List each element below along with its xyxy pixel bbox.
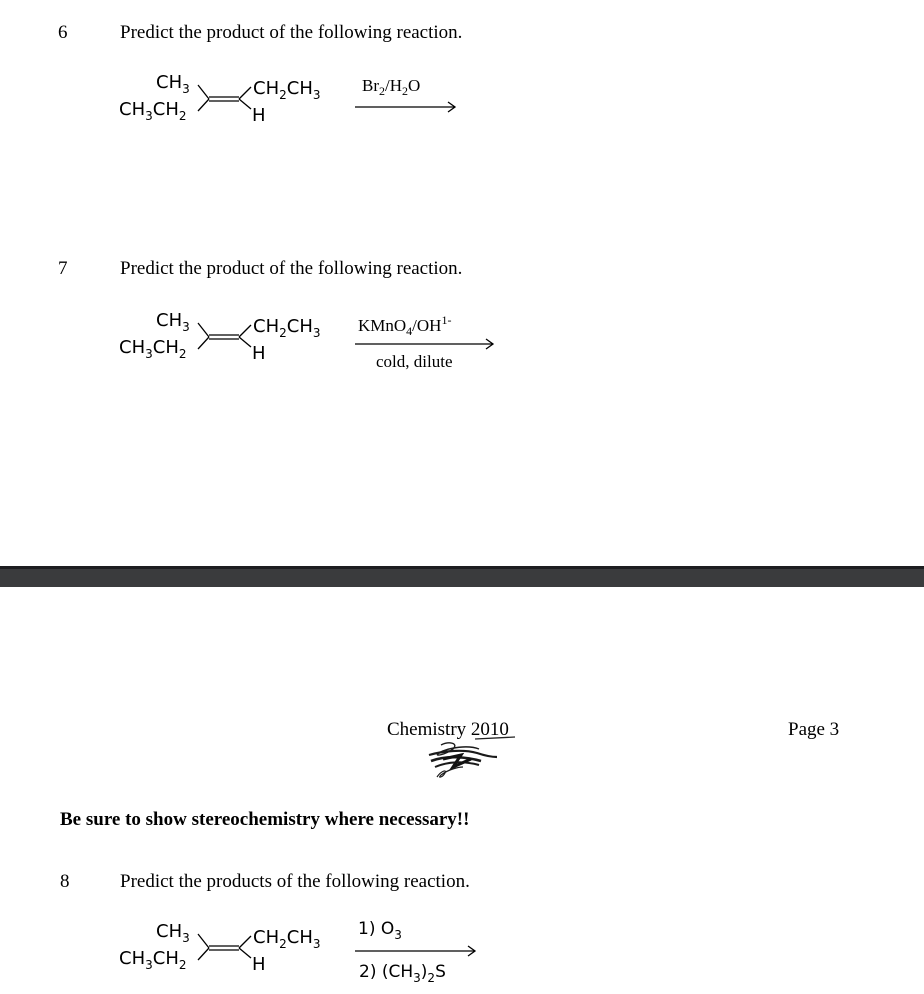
question-8-number: 8	[60, 871, 70, 892]
q6-reactant-bottom-left: $CH_3CH_2$	[119, 99, 187, 123]
q8-alkene-bonds	[195, 931, 257, 961]
q6-reactant-top-left: $CH_3$	[156, 72, 190, 96]
handwritten-scribble	[423, 733, 503, 783]
q8-reactant-bottom-left: $CH_3CH_2$	[119, 948, 187, 972]
q7-reactant-top-left: $CH_3$	[156, 310, 190, 334]
q7-conditions-below: cold, dilute	[376, 352, 453, 371]
q7-reactant-bottom-right: H	[252, 343, 266, 364]
q7-reactant-bottom-left: $CH_3CH_2$	[119, 337, 187, 361]
q7-reactant-top-right: $CH_2CH_3$	[253, 316, 321, 340]
q8-reactant-top-right: $CH_2CH_3$	[253, 927, 321, 951]
q6-alkene-bonds	[195, 82, 257, 112]
page-number: Page 3	[788, 719, 840, 740]
q8-reaction-arrow	[355, 944, 479, 958]
q7-alkene-bonds	[195, 320, 257, 350]
q8-reactant-bottom-right: H	[252, 954, 266, 975]
page-separator	[0, 569, 924, 587]
stereochemistry-notice: Be sure to show stereochemistry where necessary!!	[60, 809, 470, 830]
question-6-prompt: Predict the product of the following reaction.	[120, 22, 463, 43]
question-7-prompt: Predict the product of the following reaction.	[120, 258, 463, 279]
q8-conditions-below: 2) $(CH_3)_2S$	[359, 962, 446, 985]
q6-reactant-bottom-right: H	[252, 105, 266, 126]
q6-conditions-above: $Br_2/H_2O$	[362, 76, 421, 98]
question-6-number: 6	[58, 22, 68, 43]
course-title: Chemistry 2010	[387, 719, 509, 740]
q8-reactant-top-left: $CH_3$	[156, 921, 190, 945]
q8-conditions-above: 1) $O_3$	[358, 919, 402, 942]
q7-conditions-above: $KMnO_4/OH^{1-}$	[358, 313, 452, 338]
q7-reaction-arrow	[355, 337, 497, 351]
question-7-number: 7	[58, 258, 68, 279]
q6-reactant-top-right: $CH_2CH_3$	[253, 78, 321, 102]
question-8-prompt: Predict the products of the following reaction.	[120, 871, 470, 892]
q6-reaction-arrow	[355, 100, 459, 114]
